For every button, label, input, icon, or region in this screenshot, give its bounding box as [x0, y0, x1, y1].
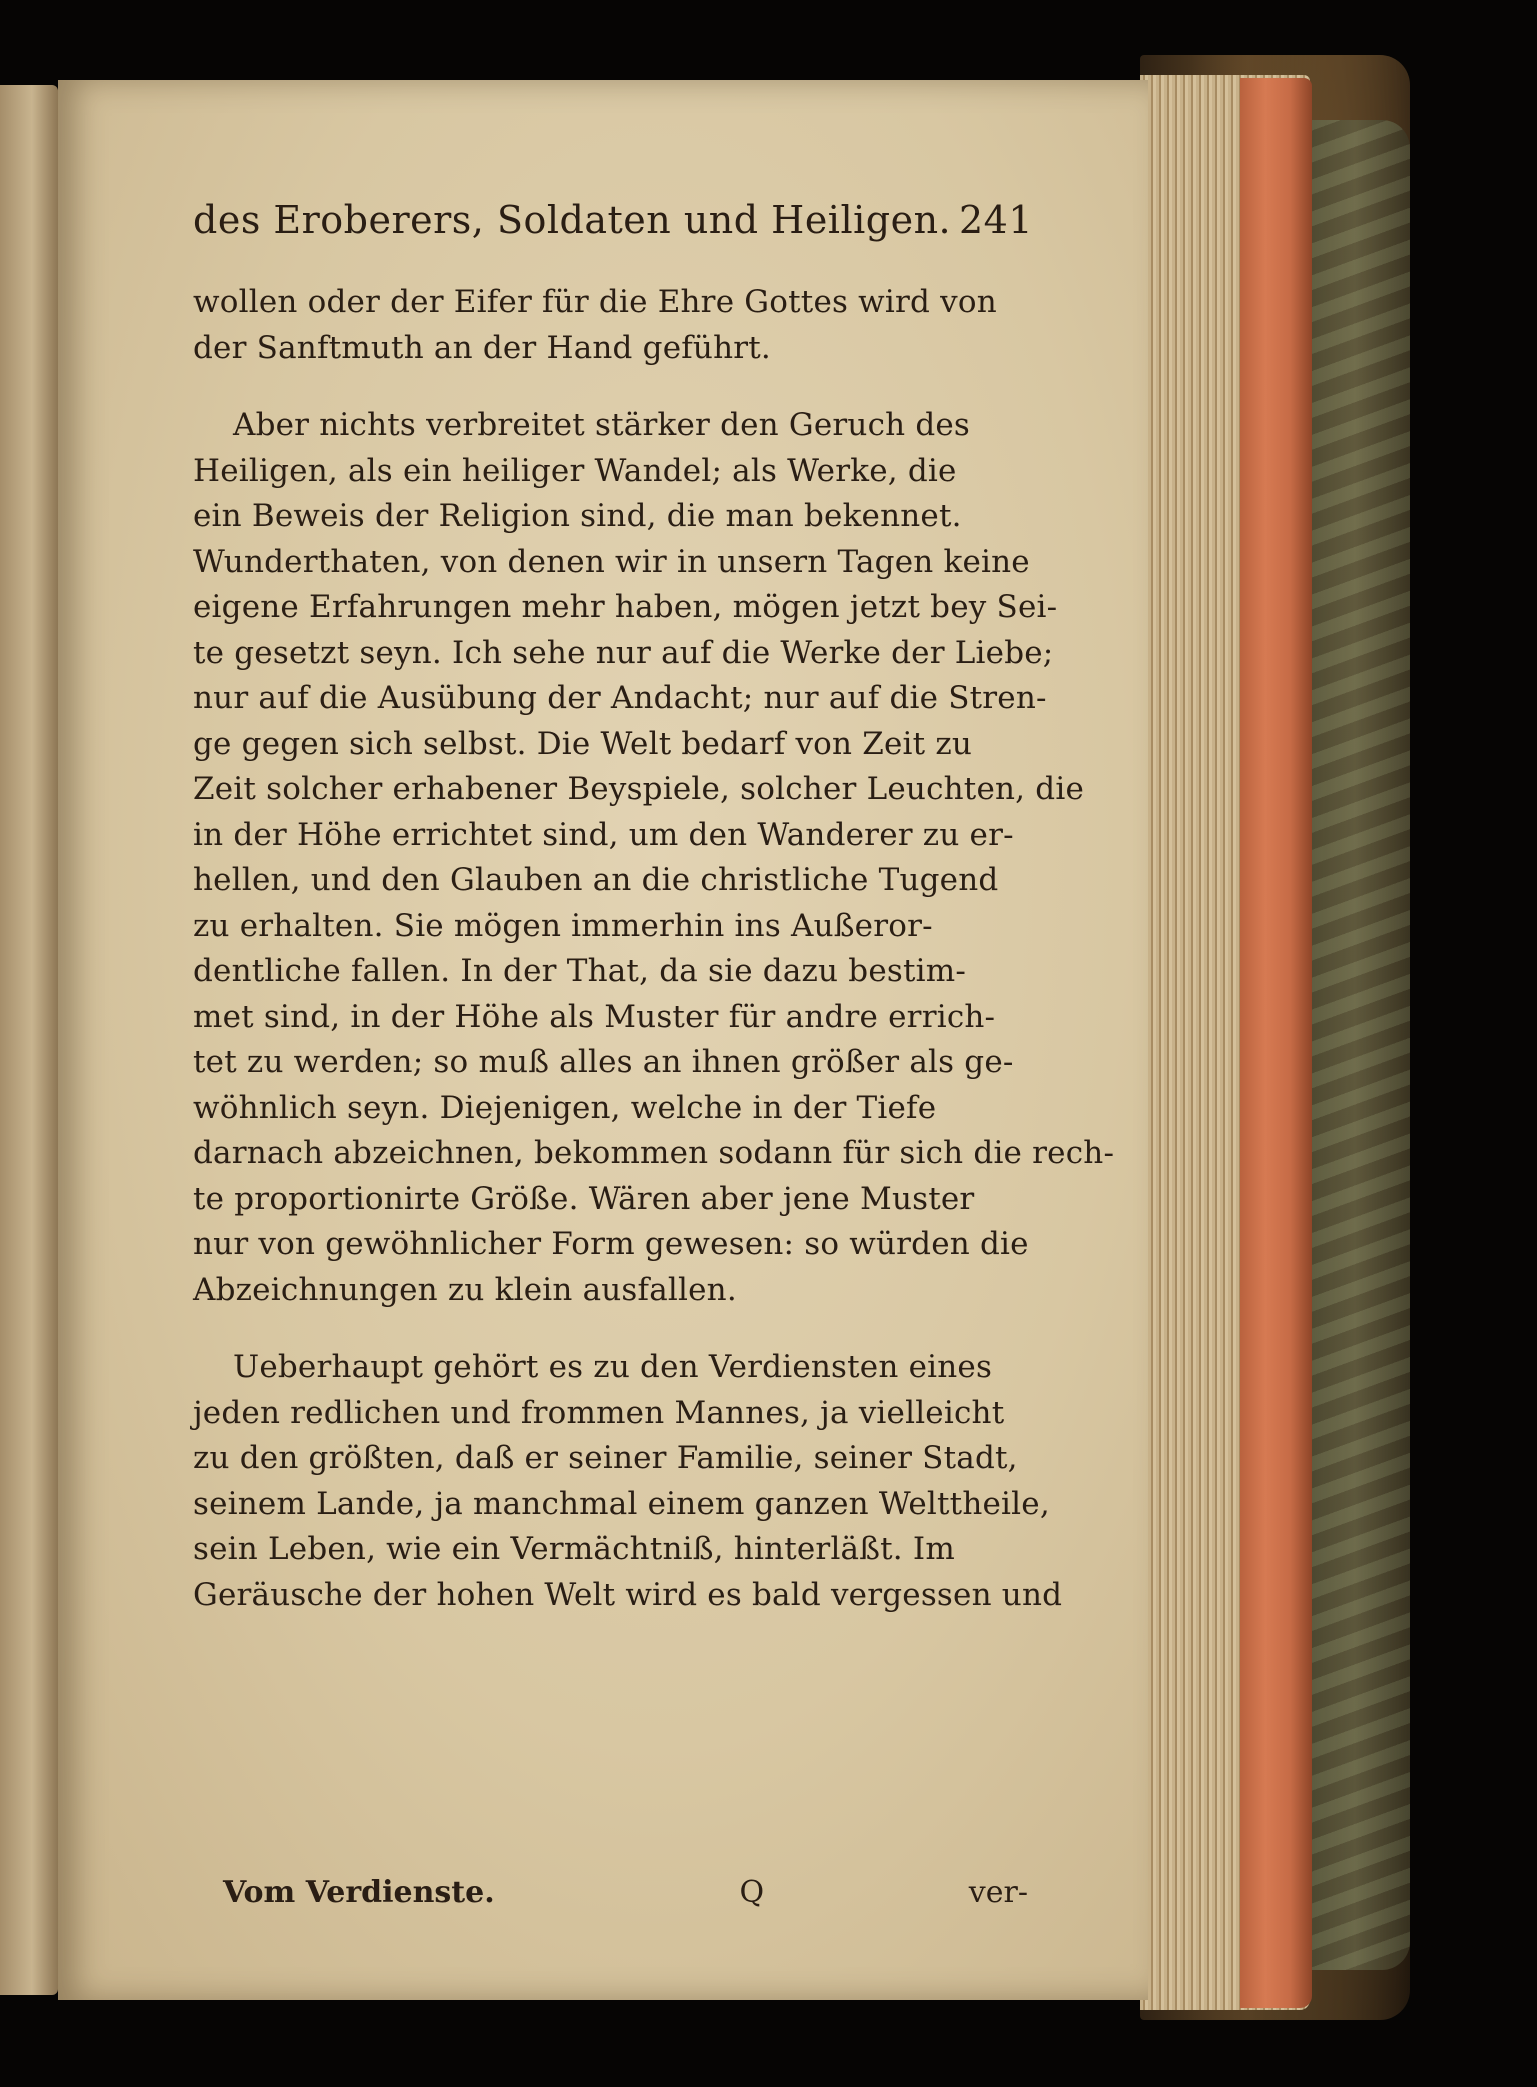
page-footer [223, 1875, 1028, 1910]
text-line: Wunderthaten, von denen wir in unsern Tagen keine [193, 543, 1030, 580]
text-line: ein Beweis der Religion sind, die man bekennet. [193, 498, 962, 534]
text-line: nur von gewöhnlicher Form gewesen: so würden die [193, 1226, 1029, 1262]
text-line: Geräusche der hohen Welt wird es bald vergessen und [193, 1576, 1063, 1613]
text-line: zu den größten, daß er seiner Familie, seiner Stadt, [193, 1440, 1018, 1476]
page-number: 241 [958, 198, 1033, 242]
text-line: hellen, und den Glauben an die christliche Tugend [193, 862, 999, 898]
text-line: Ueberhaupt gehört es zu den Verdiensten eines [233, 1349, 993, 1385]
text-line: in der Höhe errichtet sind, um den Wanderer zu er- [193, 816, 1014, 853]
text-line: wöhnlich seyn. Diejenigen, welche in der Tiefe [193, 1089, 937, 1126]
text-line: Heiligen, als ein heiliger Wandel; als Werke, die [193, 452, 957, 489]
body-text [193, 280, 1115, 1618]
text-line: met sind, in der Höhe als Muster für andre errich- [193, 998, 996, 1035]
signature-title: Vom Verdienste. [223, 1875, 495, 1910]
text-line: der Sanftmuth an der Hand geführt. [193, 329, 771, 366]
text-line: seinem Lande, ja manchmal einem ganzen Welttheile, [193, 1485, 1050, 1522]
paragraph-3 [193, 1345, 1063, 1618]
text-line: zu erhalten. Sie mögen immerhin ins Außeror- [193, 907, 933, 944]
book-page [58, 80, 1148, 2000]
running-head [193, 198, 1033, 242]
paragraph-2 [193, 403, 1115, 1313]
text-line: eigene Erfahrungen mehr haben, mögen jetzt bey Sei- [193, 589, 1058, 625]
text-line: darnach abzeichnen, bekommen sodann für sich die rech- [193, 1135, 1115, 1171]
signature-mark: Q [739, 1875, 765, 1910]
text-line: Zeit solcher erhabener Beyspiele, solcher Leuchten, die [193, 771, 1084, 807]
text-line: Abzeichnungen zu klein ausfallen. [193, 1271, 737, 1308]
text-line: sein Leben, wie ein Vermächtniß, hinterläßt. Im [193, 1531, 955, 1567]
text-line: wollen oder der Eifer für die Ehre Gottes wird von [193, 284, 997, 320]
catchword: ver- [968, 1875, 1028, 1910]
cover-marbled-paper [1300, 120, 1410, 1970]
text-line: tet zu werden; so muß alles an ihnen größer als ge- [193, 1044, 1014, 1080]
text-line: nur auf die Ausübung der Andacht; nur auf die Stren- [193, 680, 1047, 716]
text-line: Aber nichts verbreitet stärker den Geruch des [233, 407, 971, 443]
text-line: te proportionirte Größe. Wären aber jene Muster [193, 1180, 975, 1217]
text-line: jeden redlichen und frommen Mannes, ja vielleicht [193, 1394, 1005, 1431]
text-line: te gesetzt seyn. Ich sehe nur auf die Werke der Liebe; [193, 634, 1054, 671]
text-line: dentliche fallen. In der That, da sie dazu bestim- [193, 953, 967, 989]
text-line: ge gegen sich selbst. Die Welt bedarf von Zeit zu [193, 725, 973, 762]
paragraph-1 [193, 280, 1033, 371]
red-sprinkled-edge [1240, 78, 1312, 2008]
previous-page-edge [0, 85, 58, 1995]
running-head-title: des Eroberers, Soldaten und Heiligen. [193, 198, 952, 242]
